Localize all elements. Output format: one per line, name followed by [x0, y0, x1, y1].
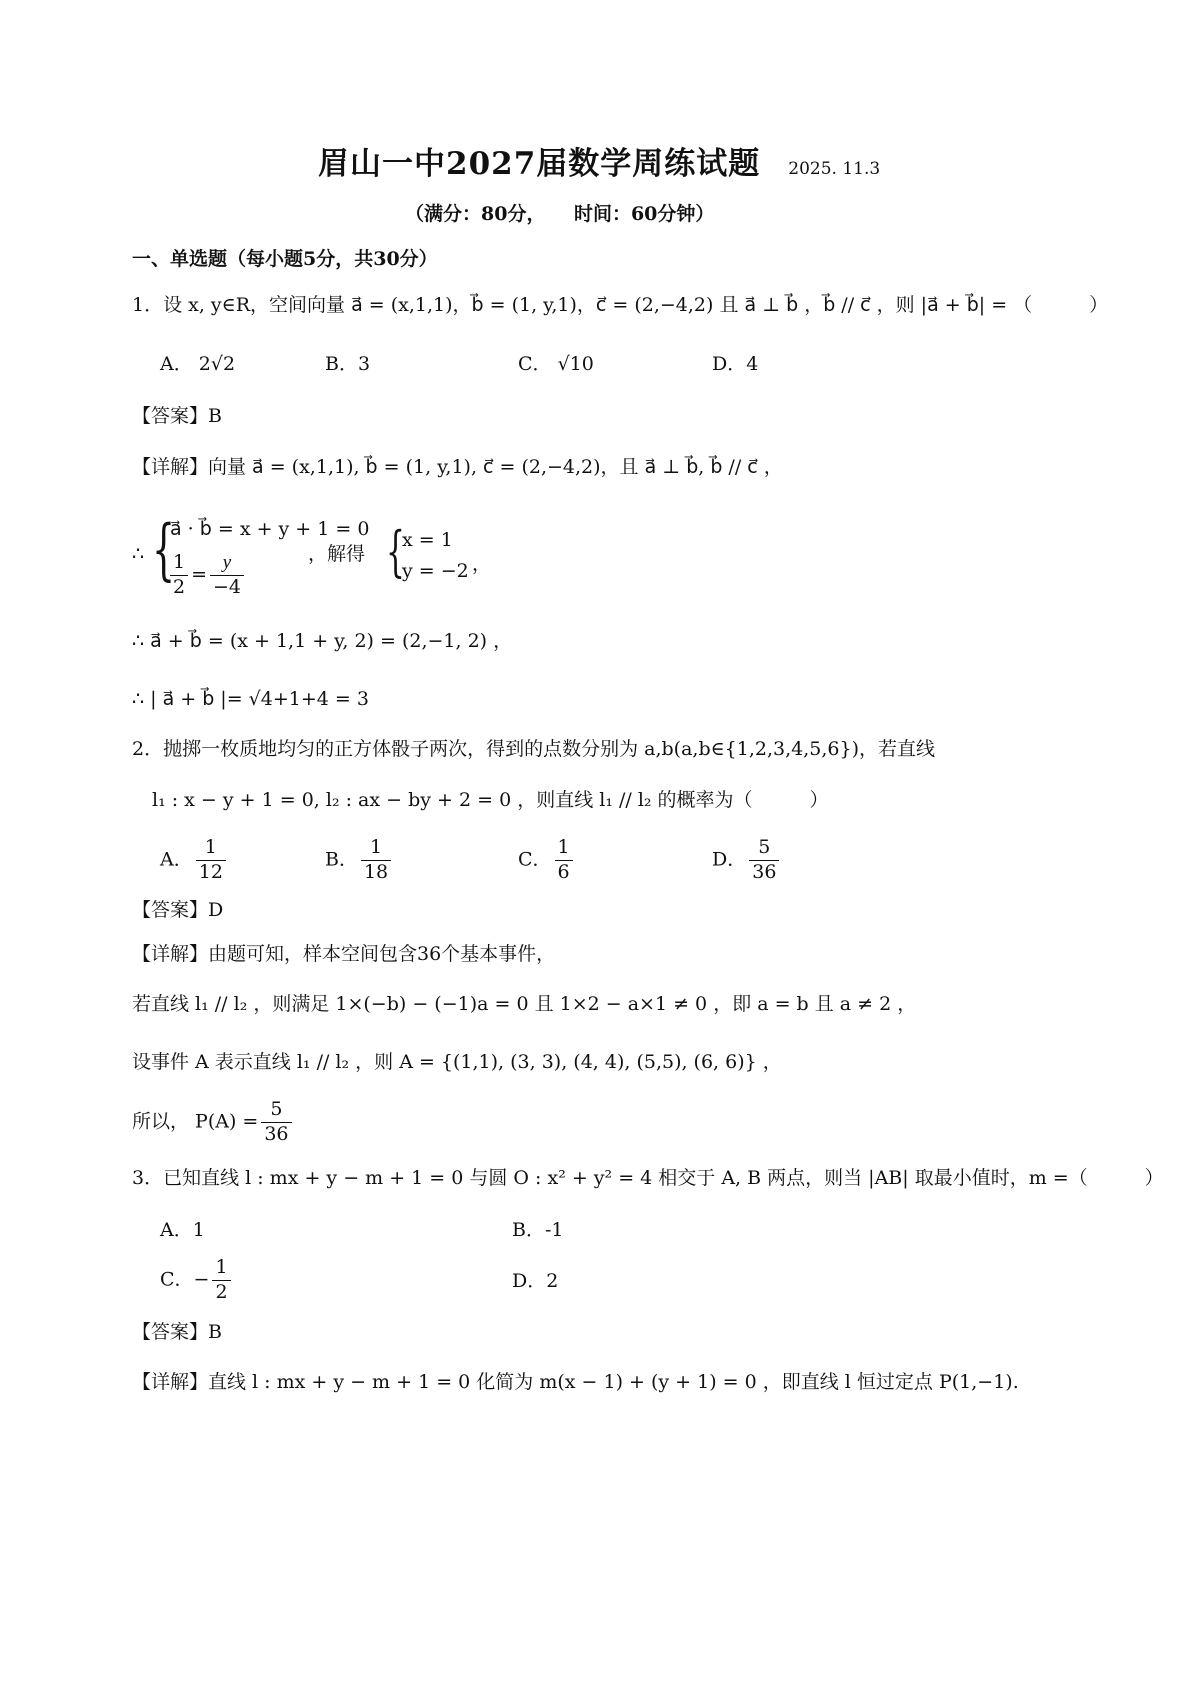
q3-answer: 【答案】B [132, 1321, 222, 1343]
page-title [318, 146, 881, 182]
exam-subtitle: （满分：80分， 时间：60分钟） [405, 203, 715, 225]
q2-detail-1: 【详解】由题可知，样本空间包含36个基本事件， [132, 943, 556, 965]
frac-den: −4 [213, 575, 242, 598]
equals: = [191, 563, 208, 586]
option-label: A． [160, 848, 193, 871]
q3-detail: 【详解】直线 l : mx + y − m + 1 = 0 化简为 m(x − 1) + (y + 1) = 0 ，即直线 l 恒过定点 P(1,−1). [132, 1371, 1019, 1393]
question-1-stem: 1．设 x, y∈R，空间向量 a⃗ = (x,1,1)，b⃗ = (1, y,1)，c⃗ = (2,−4,2) 且 a⃗ ⊥ b⃗ ，b⃗ // c⃗ ，则 |a⃗ + b⃗| = （ ） [132, 294, 1109, 316]
frac-num: 1 [170, 553, 188, 576]
frac-num: 1 [555, 838, 573, 861]
detail-prefix: 所以， P(A) = [132, 1110, 259, 1133]
frac-num: 5 [261, 1100, 291, 1123]
system-row-2 [170, 553, 247, 598]
q3-option-c [160, 1258, 234, 1303]
q1-step-4: ∴ | a⃗ + b⃗ |= √4+1+4 = 3 [132, 688, 369, 710]
q2-option-a [160, 838, 229, 883]
q2-option-d [712, 838, 782, 883]
q3-option-b: B．-1 [512, 1219, 564, 1241]
therefore-symbol: ∴ [132, 543, 145, 565]
frac-num: 1 [212, 1258, 230, 1281]
solution-row-2: y = −2 [402, 560, 469, 582]
q1-detail: 【详解】向量 a⃗ = (x,1,1), b⃗ = (1, y,1), c⃗ = (2,−4,2)，且 a⃗ ⊥ b⃗, b⃗ // c⃗ ， [132, 456, 783, 478]
minus-sign: − [193, 1268, 210, 1291]
option-label: B． [325, 848, 358, 871]
frac-den: 12 [198, 860, 223, 883]
frac-num: 1 [196, 838, 226, 861]
q1-equation-system [132, 511, 652, 598]
question-2-stem-line-1: 2．抛掷一枚质地均匀的正方体骰子两次，得到的点数分别为 a,b(a,b∈{1,2,3,4,5,6})，若直线 [132, 738, 935, 760]
frac-den: 2 [215, 1280, 228, 1303]
q1-option-d: D．4 [712, 353, 759, 375]
frac-num: y [210, 553, 244, 576]
title-text: 眉山一中2027届数学周练试题 [318, 146, 761, 182]
q2-answer: 【答案】D [132, 899, 224, 921]
q2-detail-4 [132, 1100, 295, 1145]
left-brace: { [152, 511, 176, 588]
option-label: C． [518, 848, 552, 871]
q1-option-a: A． 2√2 [160, 353, 236, 375]
frac-num: 1 [361, 838, 391, 861]
q3-option-a: A．1 [160, 1219, 205, 1241]
frac-den: 18 [363, 860, 389, 883]
section-heading: 一、单选题（每小题5分，共30分） [132, 248, 438, 270]
q1-step-3: ∴ a⃗ + b⃗ = (x + 1,1 + y, 2) = (2,−1, 2) ， [132, 630, 513, 652]
q2-option-b [325, 838, 394, 883]
exam-date: 2025. 11.3 [788, 159, 881, 179]
frac-den: 36 [264, 1122, 289, 1145]
frac-num: 5 [749, 838, 779, 861]
comma: ， [472, 553, 492, 575]
q2-option-c [518, 838, 576, 883]
frac-den: 36 [752, 860, 777, 883]
question-3-stem: 3．已知直线 l : mx + y − m + 1 = 0 与圆 O : x² + y² = 4 相交于 A, B 两点，则当 |AB| 取最小值时，m =（ ） [132, 1167, 1164, 1189]
system-row-1: a⃗ · b⃗ = x + y + 1 = 0 [170, 518, 370, 540]
option-label: C． [160, 1268, 194, 1291]
q3-option-d: D．2 [512, 1270, 559, 1292]
solution-row-1: x = 1 [402, 529, 453, 551]
frac-den: 2 [173, 575, 186, 598]
option-label: D． [712, 848, 747, 871]
left-brace: { [386, 520, 405, 583]
q2-detail-2: 若直线 l₁ // l₂ ，则满足 1×(−b) − (−1)a = 0 且 1×2 − a×1 ≠ 0 ，即 a = b 且 a ≠ 2 ， [132, 993, 917, 1015]
question-2-stem-line-2: l₁ : x − y + 1 = 0, l₂ : ax − by + 2 = 0 ，则直线 l₁ // l₂ 的概率为（ ） [152, 789, 829, 811]
q2-detail-3: 设事件 A 表示直线 l₁ // l₂ ，则 A = {(1,1), (3, 3), (4, 4), (5,5), (6, 6)} ， [132, 1051, 782, 1073]
frac-den: 6 [557, 860, 570, 883]
q1-option-b: B．3 [325, 353, 371, 375]
q1-answer: 【答案】B [132, 405, 222, 427]
q1-option-c: C． √10 [518, 353, 594, 375]
solve-label: ，解得 [308, 543, 366, 565]
